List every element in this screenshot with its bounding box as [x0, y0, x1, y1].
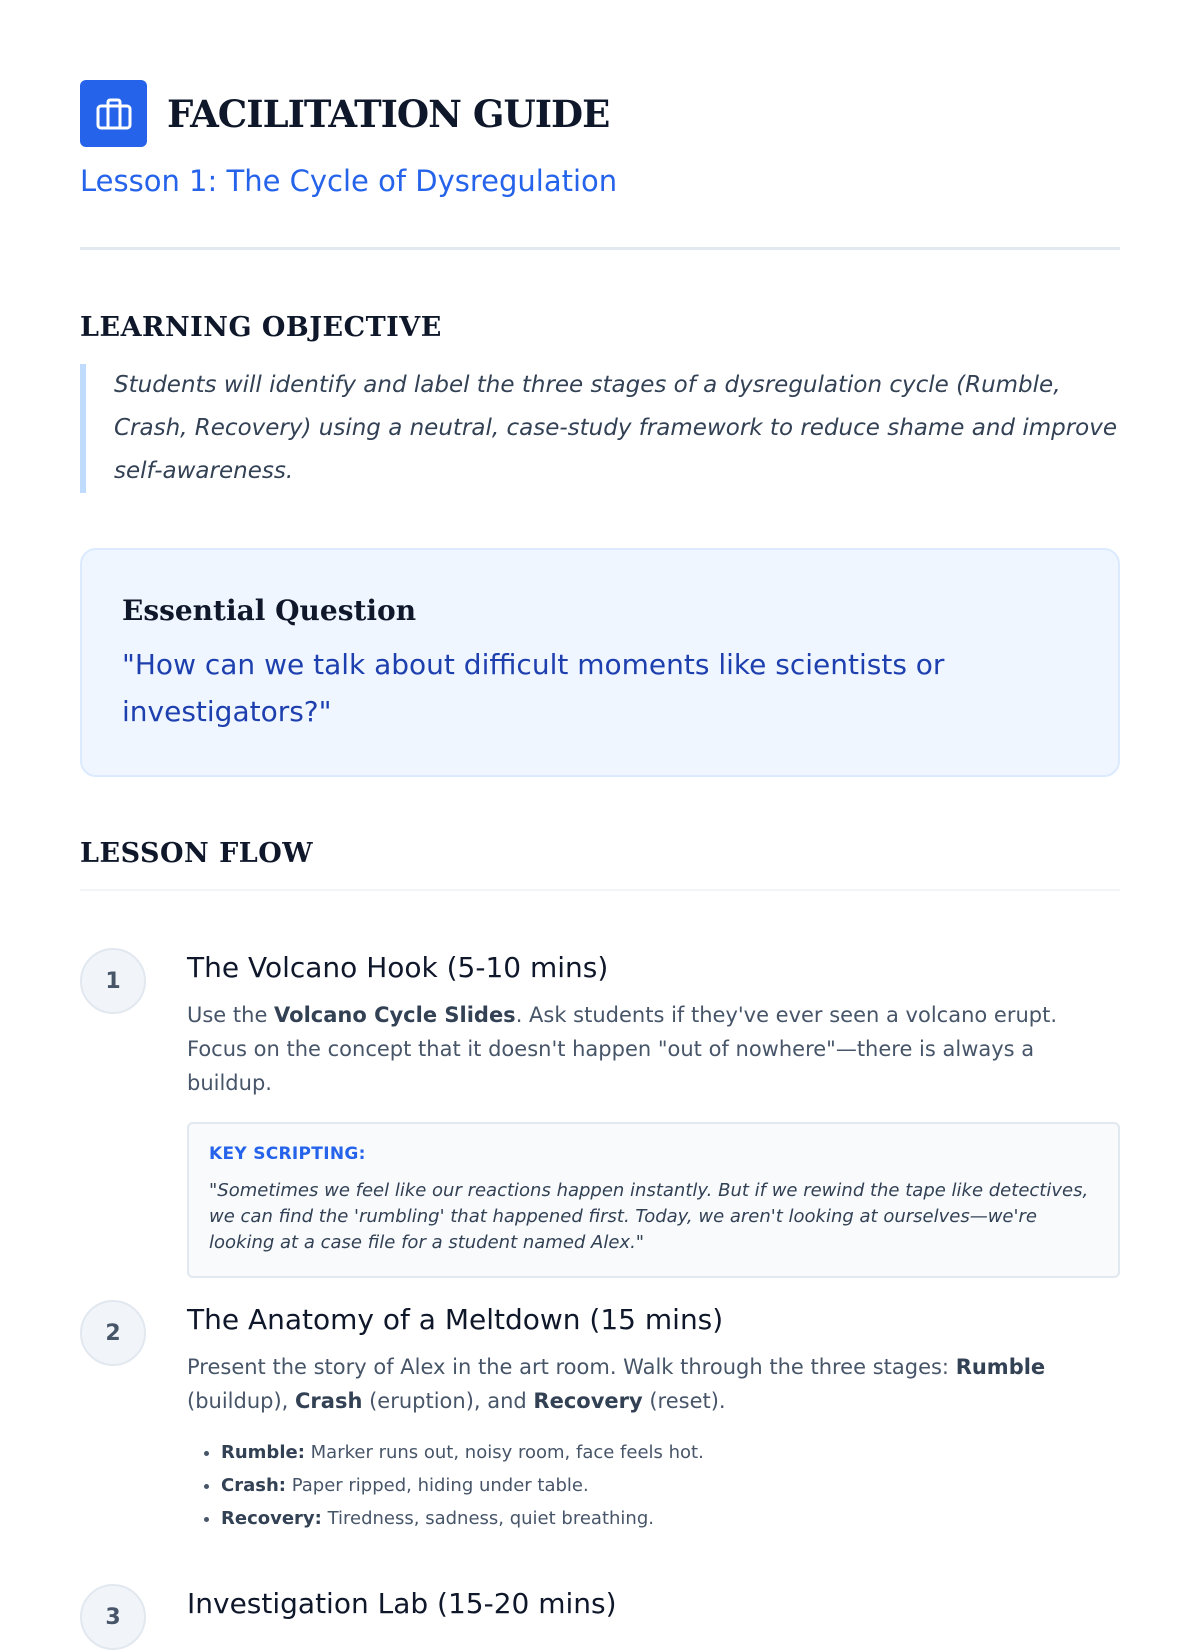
step-body	[187, 1584, 1120, 1624]
essential-question-text: "How can we talk about difficult moments like scientists or investigators?"	[122, 648, 945, 728]
lesson-flow-divider	[80, 889, 1120, 891]
step-body	[187, 1300, 1120, 1535]
step-number-badge: 2	[80, 1300, 146, 1366]
step-desc-bold: Rumble	[955, 1355, 1046, 1379]
bullet-label: Crash:	[221, 1475, 286, 1496]
step-desc-text: (eruption), and	[362, 1389, 534, 1413]
header-divider	[80, 247, 1120, 250]
step-desc-bold: Crash	[295, 1389, 363, 1413]
step-desc-bold: Recovery	[533, 1389, 643, 1413]
step-description	[187, 998, 1120, 1100]
step-desc-text: (reset).	[642, 1389, 726, 1413]
lesson-flow-heading: LESSON FLOW	[80, 838, 314, 869]
learning-objective-heading: LEARNING OBJECTIVE	[80, 312, 442, 343]
step-description	[187, 1350, 1120, 1418]
step-desc-bold: Volcano Cycle Slides	[274, 1003, 516, 1027]
stage-bullet-list	[187, 1436, 1120, 1535]
essential-question-box	[80, 548, 1120, 777]
key-scripting-box	[187, 1122, 1120, 1278]
step-title: The Volcano Hook (5-10 mins)	[187, 951, 609, 984]
step-desc-text: (buildup),	[187, 1389, 296, 1413]
bullet-label: Recovery:	[221, 1508, 322, 1529]
list-item	[221, 1436, 1120, 1469]
list-item	[221, 1502, 1120, 1535]
step-desc-text: Present the story of Alex in the art room. Walk through the three stages:	[187, 1355, 956, 1379]
guide-header	[80, 80, 609, 147]
step-desc-text: . Ask students if they've ever seen a volcano erupt. Focus on the concept that it doesn't happen "out of nowhere"—there is always a buildup.	[187, 1003, 1058, 1095]
list-item	[221, 1469, 1120, 1502]
essential-question-title: Essential Question	[122, 594, 417, 627]
page-title: FACILITATION GUIDE	[167, 91, 610, 136]
step-title: Investigation Lab (15-20 mins)	[187, 1587, 617, 1620]
step-body	[187, 948, 1120, 1278]
step-number-badge: 3	[80, 1584, 146, 1650]
lesson-subtitle: Lesson 1: The Cycle of Dysregulation	[80, 164, 618, 198]
bullet-text: Marker runs out, noisy room, face feels hot.	[304, 1442, 704, 1463]
learning-objective-text: Students will identify and label the three stages of a dysregulation cycle (Rumble, Crash, Recovery) using a neutral, case-study framework to reduce shame and improve self-awareness.	[80, 364, 1120, 493]
bullet-text: Paper ripped, hiding under table.	[285, 1475, 589, 1496]
step-number-badge: 1	[80, 948, 146, 1014]
bullet-label: Rumble:	[221, 1442, 305, 1463]
key-scripting-label: KEY SCRIPTING:	[209, 1144, 366, 1164]
step-desc-text: Use the	[187, 1003, 275, 1027]
briefcase-icon	[80, 80, 147, 147]
key-scripting-text: "Sometimes we feel like our reactions happen instantly. But if we rewind the tape like detectives, we can find the 'rumbling' that happened first. Today, we aren't looking at ourselves—we're looking at a case file for a student named Alex."	[209, 1180, 1089, 1253]
step-title: The Anatomy of a Meltdown (15 mins)	[187, 1303, 724, 1336]
bullet-text: Tiredness, sadness, quiet breathing.	[321, 1508, 654, 1529]
